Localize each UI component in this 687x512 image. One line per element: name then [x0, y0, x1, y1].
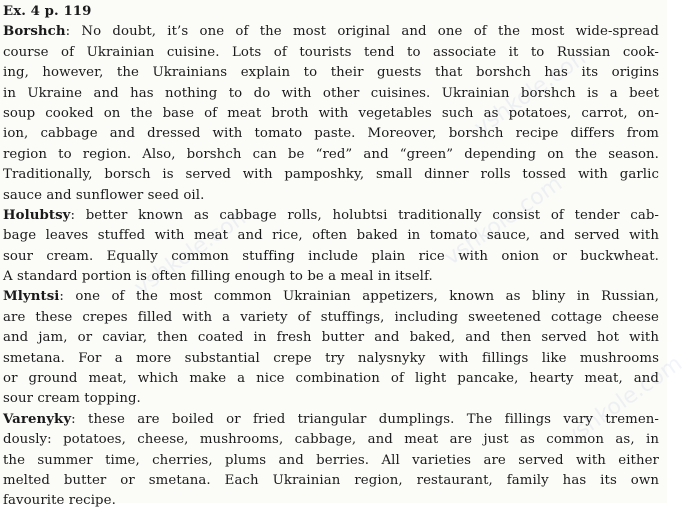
holubtsy-line: bage leaves stuffed with meat and rice, often baked in tomato sauce, and served with [3, 228, 659, 244]
term-holubtsy: Holubtsy [3, 207, 71, 223]
holubtsy-line [3, 206, 659, 226]
varenyky-line: the summer time, cherries, plums and berries. All varieties are served with either [3, 452, 659, 468]
borshch-text: : No doubt, it’s one of the most original and one of the most wide-spread [65, 24, 659, 40]
mlyntsi-line: are these crepes filled with a variety of stuffings, including sweetened cottage cheese [3, 309, 659, 325]
document-text [3, 2, 667, 512]
mlyntsi-line: sour cream topping. [3, 391, 141, 407]
borshch-line: course of Ukrainian cuisine. Lots of tourists tend to associate it to Russian cook- [3, 44, 659, 60]
borshch-line: sauce and sunflower seed oil. [3, 187, 205, 203]
varenyky-text: : these are boiled or fried triangular dumplings. The fillings vary tremen- [71, 411, 659, 427]
holubtsy-line: sour cream. Equally common stuffing include plain rice with onion or buckwheat. [3, 248, 659, 264]
term-borshch: Borshch [3, 24, 66, 40]
varenyky-line: favourite recipe. [3, 493, 116, 509]
mlyntsi-line: or ground meat, which make a nice combination of light pancake, hearty meat, and [3, 371, 659, 387]
holubtsy-text: : better known as cabbage rolls, holubtsi traditionally consist of tender cab- [70, 207, 659, 223]
watermark: vshkole.com [130, 201, 257, 301]
varenyky-line: dously: potatoes, cheese, mushrooms, cabbage, and meat are just as common as, in [3, 432, 659, 448]
mlyntsi-line: smetana. For a more substantial crepe try nalysnyky with fillings like mushrooms [3, 350, 659, 366]
borshch-line: in Ukraine and has nothing to do with other cuisines. Ukrainian borshch is a beet [3, 85, 659, 101]
borshch-line [3, 22, 659, 42]
varenyky-line [3, 410, 659, 430]
watermark: vshkole.com [560, 351, 687, 451]
borshch-line: ion, cabbage and dressed with tomato paste. Moreover, borshch recipe differs from [3, 126, 659, 142]
watermark: vshkole.com [470, 41, 597, 141]
watermark: vshkole.com [440, 171, 567, 271]
mlyntsi-line: and jam, or caviar, then coated in fresh butter and baked, and then served hot with [3, 330, 659, 346]
exercise-header: Ex. 4 p. 119 [3, 4, 92, 19]
term-varenyky: Varenyky [3, 411, 72, 427]
term-mlyntsi: Mlyntsi [3, 289, 60, 305]
borshch-line: ing, however, the Ukrainians explain to their guests that borshch has its origins [3, 65, 659, 81]
mlyntsi-line [3, 287, 659, 307]
borshch-line: Traditionally, borsch is served with pamposhky, small dinner rolls tossed with garlic [3, 167, 659, 183]
varenyky-line: melted butter or smetana. Each Ukrainian region, restaurant, family has its own [3, 472, 659, 488]
borshch-line: region to region. Also, borshch can be “red” and “green” depending on the season. [3, 146, 659, 162]
holubtsy-line: A standard portion is often filling enough to be a meal in itself. [3, 269, 433, 285]
mlyntsi-text: : one of the most common Ukrainian appetizers, known as bliny in Russian, [59, 289, 659, 305]
borshch-line: soup cooked on the base of meat broth with vegetables such as potatoes, carrot, on- [3, 105, 659, 121]
